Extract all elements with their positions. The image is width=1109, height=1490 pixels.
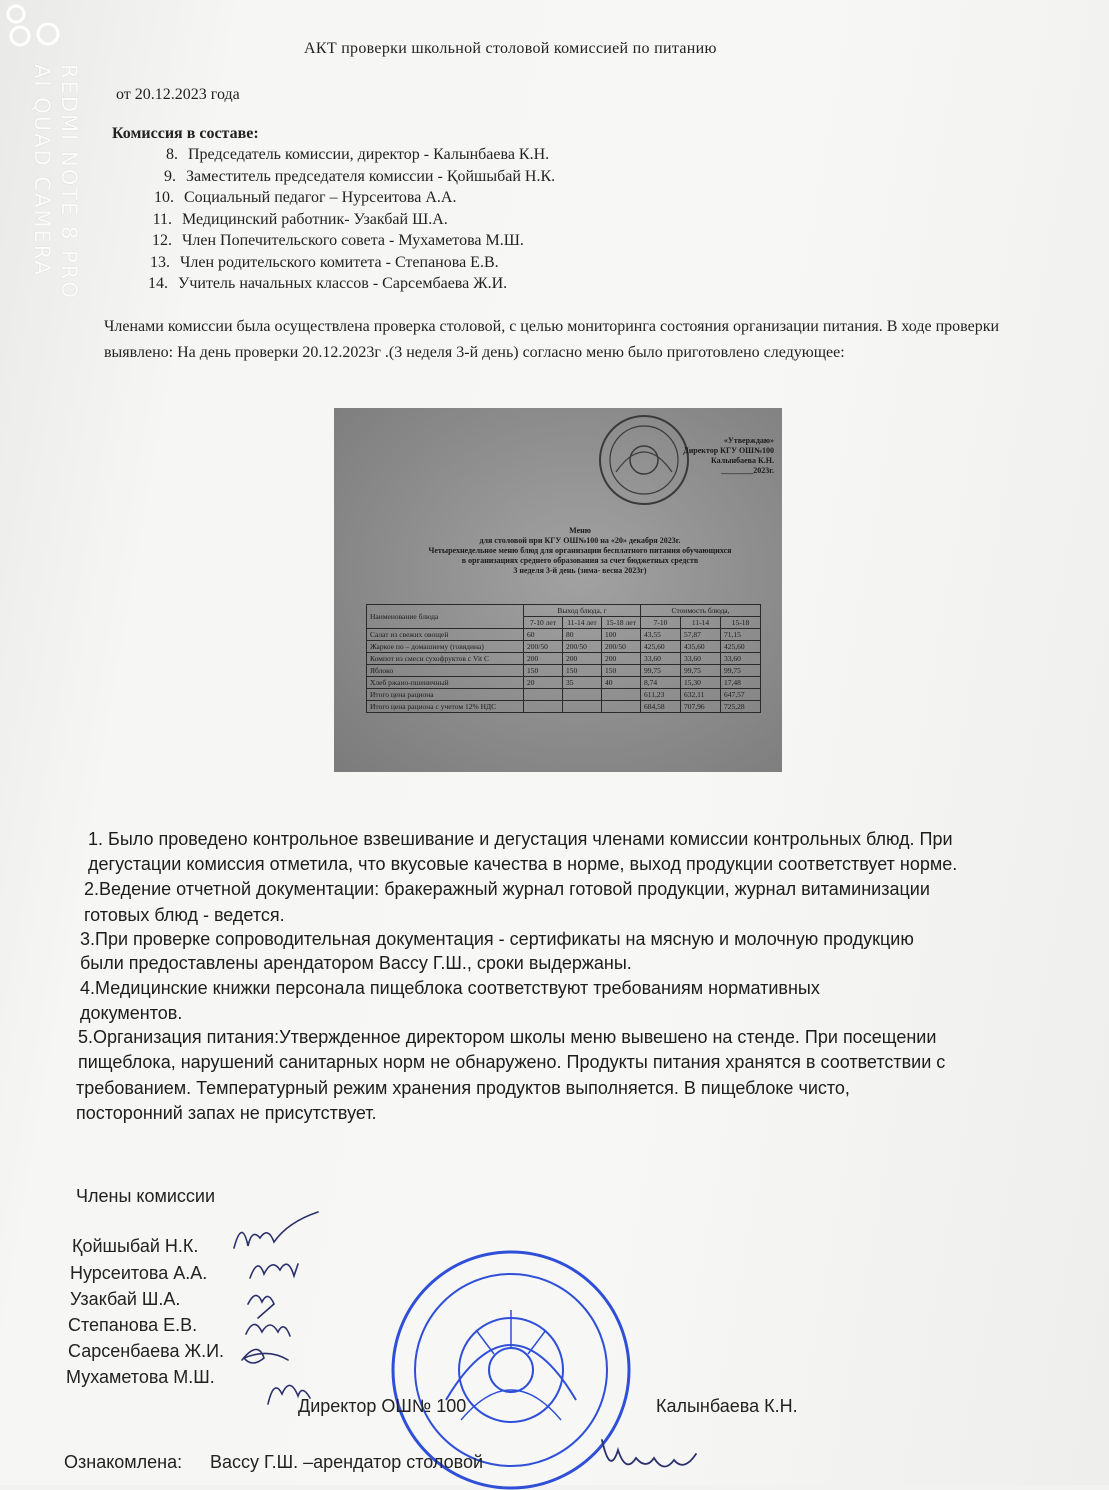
menu-heading-line: 3 неделя 3-й день (зима- весна 2023г) xyxy=(513,566,647,575)
member-number: 13. xyxy=(150,254,170,271)
table-row xyxy=(367,689,761,701)
yield-cell: 150 xyxy=(563,665,602,677)
member-text: Председатель комиссии, директор - Калынбаева К.Н. xyxy=(188,146,550,163)
commission-heading: Комиссия в составе: xyxy=(112,125,259,142)
member-item xyxy=(148,146,549,164)
members-heading: Члены комиссии xyxy=(76,1186,216,1206)
member-number: 9. xyxy=(164,168,176,185)
yield-cell xyxy=(602,689,641,701)
cost-cell: 725,28 xyxy=(721,701,761,713)
member-item xyxy=(142,211,448,229)
header-age: 11-14 лет xyxy=(563,617,602,629)
approval-line: «Утверждаю» xyxy=(723,436,774,445)
cost-cell: 707,96 xyxy=(681,701,721,713)
member-text: Член родительского комитета - Степанова Е.В. xyxy=(180,254,499,271)
cost-cell: 8,74 xyxy=(641,677,681,689)
menu-heading-line: Меню xyxy=(569,526,591,535)
dish-name: Итого цена рациона с учетом 12% НДС xyxy=(367,701,524,713)
cost-cell: 632,11 xyxy=(681,689,721,701)
table-row xyxy=(367,701,761,713)
member-item xyxy=(140,254,499,272)
table-row xyxy=(367,665,761,677)
member-number: 11. xyxy=(152,211,172,228)
yield-cell: 200/50 xyxy=(524,641,563,653)
yield-cell xyxy=(563,689,602,701)
cost-cell: 71,15 xyxy=(721,629,761,641)
menu-heading xyxy=(390,526,770,576)
finding-1-line-2: дегустации комиссия отметила, что вкусовые качества в норме, выход продукции соответствует норме. xyxy=(88,854,958,874)
yield-cell: 200/50 xyxy=(563,641,602,653)
acknowledged-label: Ознакомлена: xyxy=(64,1452,183,1472)
yield-cell: 40 xyxy=(602,677,641,689)
member-signature-name: Қойшыбай Н.К. xyxy=(72,1236,199,1256)
dish-name: Салат из свежих овощей xyxy=(367,629,524,641)
finding-2-line-1: 2.Ведение отчетной документации: бракеражный журнал готовой продукции, журнал витаминизации xyxy=(84,879,930,899)
menu-photo xyxy=(334,408,782,772)
yield-cell xyxy=(602,701,641,713)
cost-cell: 611,23 xyxy=(641,689,681,701)
member-text: Медицинский работник- Узакбай Ш.А. xyxy=(182,211,448,228)
yield-cell: 80 xyxy=(563,629,602,641)
dish-name: Хлеб ржано-пшеничный xyxy=(367,677,524,689)
member-signature-name: Нурсеитова А.А. xyxy=(70,1263,208,1283)
cost-cell: 435,60 xyxy=(681,641,721,653)
member-signature-name: Сарсенбаева Ж.И. xyxy=(68,1341,225,1361)
dish-name: Жаркое по – домашнему (говядина) xyxy=(367,641,524,653)
yield-cell: 20 xyxy=(524,677,563,689)
member-signature-name: Узакбай Ш.А. xyxy=(70,1289,181,1309)
member-number: 8. xyxy=(166,146,178,163)
yield-cell xyxy=(563,701,602,713)
table-header-row xyxy=(367,605,761,617)
member-text: Член Попечительского совета - Мухаметова М.Ш. xyxy=(182,232,524,249)
approval-line: ________2023г. xyxy=(721,466,774,475)
menu-table xyxy=(366,604,761,713)
camera-watermark xyxy=(28,64,82,300)
yield-cell: 150 xyxy=(524,665,563,677)
yield-cell: 200/50 xyxy=(602,641,641,653)
member-number: 12. xyxy=(152,232,172,249)
member-item xyxy=(146,168,555,186)
cost-cell: 647,57 xyxy=(721,689,761,701)
camera-watermark-icon xyxy=(4,4,64,48)
tenant-signature-icon xyxy=(596,1430,700,1484)
document-date: от 20.12.2023 года xyxy=(116,86,240,103)
cost-cell: 17,48 xyxy=(721,677,761,689)
document-title: АКТ проверки школьной столовой комиссией по питанию xyxy=(304,40,717,57)
cost-cell: 33,60 xyxy=(721,653,761,665)
finding-4-line-1: 4.Медицинские книжки персонала пищеблока соответствуют требованиям нормативных xyxy=(80,978,820,998)
cost-cell: 57,87 xyxy=(681,629,721,641)
member-signature-name: Мухаметова М.Ш. xyxy=(66,1367,215,1387)
header-cost-age: 11-14 xyxy=(681,617,721,629)
finding-5-line-1: 5.Организация питания:Утвержденное директором школы меню вывешено на стенде. При посещении xyxy=(78,1027,937,1047)
cost-cell: 99,75 xyxy=(681,665,721,677)
finding-2-line-2: готовых блюд - ведется. xyxy=(84,905,285,925)
member-text: Учитель начальных классов - Сарсембаева Ж.И. xyxy=(178,275,508,292)
finding-4-line-2: документов. xyxy=(80,1003,183,1023)
table-row xyxy=(367,629,761,641)
cost-cell: 425,60 xyxy=(721,641,761,653)
table-row xyxy=(367,641,761,653)
yield-cell xyxy=(524,689,563,701)
approval-line: Калынбаева К.Н. xyxy=(710,456,774,465)
header-dish-name: Наименование блюда xyxy=(367,605,524,629)
cost-cell: 99,75 xyxy=(721,665,761,677)
member-signature-name: Степанова Е.В. xyxy=(68,1315,198,1335)
yield-cell xyxy=(524,701,563,713)
yield-cell: 35 xyxy=(563,677,602,689)
yield-cell: 150 xyxy=(602,665,641,677)
member-item xyxy=(144,189,456,207)
table-row xyxy=(367,677,761,689)
dish-name: Итого цена рациона xyxy=(367,689,524,701)
header-cost-age: 7-10 xyxy=(641,617,681,629)
header-age: 7-10 лет xyxy=(524,617,563,629)
header-cost: Стоимость блюда, xyxy=(641,605,761,617)
finding-1-line-1: 1. Было проведено контрольное взвешивание и дегустация членами комиссии контрольных блюд. При xyxy=(88,829,953,849)
yield-cell: 200 xyxy=(563,653,602,665)
header-cost-age: 15-18 xyxy=(721,617,761,629)
cost-cell: 15,30 xyxy=(681,677,721,689)
finding-3-line-1: 3.При проверке сопроводительная документация - сертификаты на мясную и молочную продукцию xyxy=(80,929,914,949)
header-age: 15-18 лет xyxy=(602,617,641,629)
cost-cell: 43,55 xyxy=(641,629,681,641)
cost-cell: 684,58 xyxy=(641,701,681,713)
intro-paragraph: Членами комиссии была осуществлена проверка столовой, с целью мониторинга состояния организации питания. В ходе проверки выявлено: На день проверки 20.12.2023г .(3 неделя 3-й день) согласно меню было приготовлено следующее: xyxy=(104,318,1000,361)
yield-cell: 100 xyxy=(602,629,641,641)
finding-5-line-3: требованием. Температурный режим хранения продуктов выполняется. В пищеблоке чисто, xyxy=(76,1078,850,1098)
menu-heading-line: для столовой при КГУ ОШ№100 на «20» декабря 2023г. xyxy=(479,536,681,545)
member-item xyxy=(142,232,524,250)
approval-block xyxy=(670,436,774,476)
handwritten-signatures-icon xyxy=(228,1208,324,1408)
menu-heading-line: в организациях среднего образования за счет бюджетных средств xyxy=(461,556,699,565)
dish-name: Компот из смеси сухофруктов с Vit C xyxy=(367,653,524,665)
member-number: 14. xyxy=(148,275,168,292)
cost-cell: 99,75 xyxy=(641,665,681,677)
director-name: Калынбаева К.Н. xyxy=(656,1396,798,1416)
finding-5-line-4: посторонний запах не присутствует. xyxy=(76,1103,377,1123)
yield-cell: 60 xyxy=(524,629,563,641)
director-label: Директор ОШ№ 100 xyxy=(298,1396,467,1416)
member-number: 10. xyxy=(154,189,174,206)
cost-cell: 33,60 xyxy=(641,653,681,665)
finding-3-line-2: были предоставлены арендатором Вассу Г.Ш., сроки выдержаны. xyxy=(80,953,632,973)
member-text: Социальный педагог – Нурсеитова А.А. xyxy=(184,189,457,206)
dish-name: Яблоко xyxy=(367,665,524,677)
cost-cell: 425,60 xyxy=(641,641,681,653)
header-yield: Выход блюда, г xyxy=(524,605,641,617)
approval-line: Директор КГУ ОШ№100 xyxy=(683,446,774,455)
acknowledged-text: Вассу Г.Ш. –арендатор столовой xyxy=(210,1452,484,1472)
watermark-line-1: REDMI NOTE 8 PRO xyxy=(57,64,81,300)
member-text: Заместитель председателя комиссии - Қойшыбай Н.К. xyxy=(186,168,556,185)
yield-cell: 200 xyxy=(602,653,641,665)
cost-cell: 33,60 xyxy=(681,653,721,665)
watermark-line-2: AI QUAD CAMERA xyxy=(30,64,54,277)
finding-5-line-2: пищеблока, нарушений санитарных норм не обнаружено. Продукты питания хранятся в соответствии с xyxy=(78,1052,946,1072)
yield-cell: 200 xyxy=(524,653,563,665)
table-row xyxy=(367,653,761,665)
member-item xyxy=(138,275,507,293)
menu-heading-line: Четырехнедельное меню блюд для организации бесплатного питания обучающихся xyxy=(428,546,732,555)
